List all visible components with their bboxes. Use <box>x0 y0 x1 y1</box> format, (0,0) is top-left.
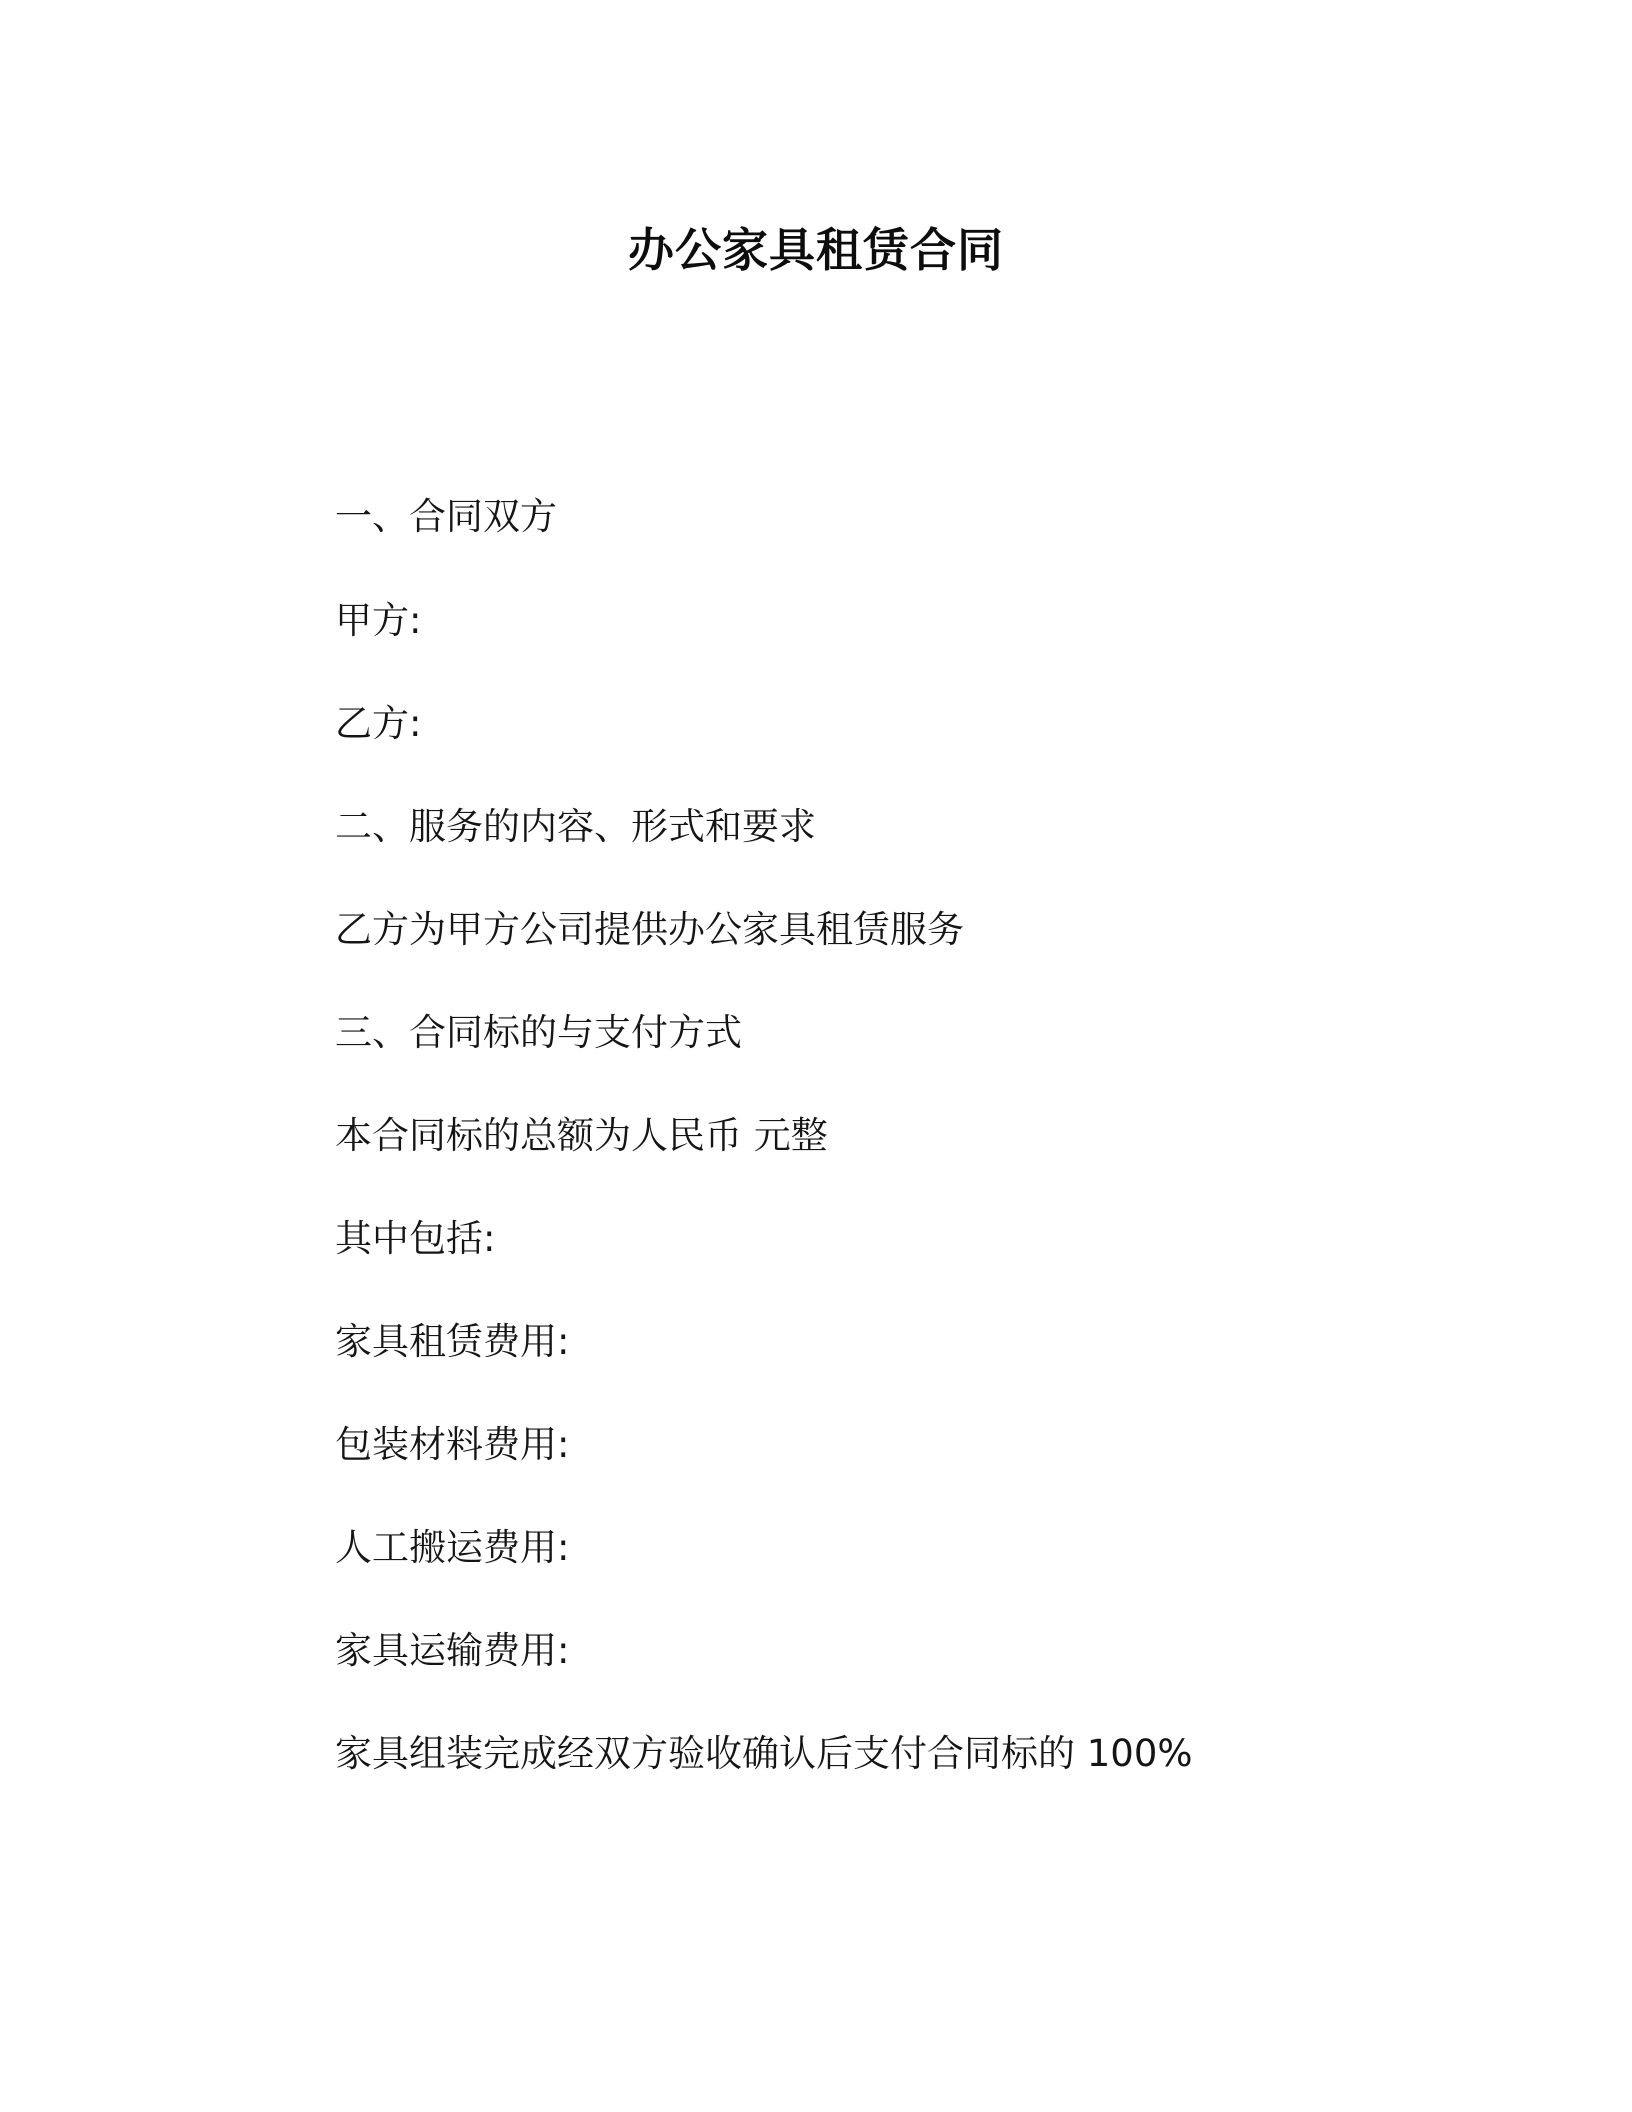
rental-fee-line: 家具租赁费用: <box>335 1320 570 1363</box>
includes-line: 其中包括: <box>335 1217 496 1260</box>
section-heading-payment: 三、合同标的与支付方式 <box>335 1011 742 1054</box>
packaging-fee-line: 包装材料费用: <box>335 1423 570 1466</box>
service-description: 乙方为甲方公司提供办公家具租赁服务 <box>335 908 964 951</box>
section-heading-parties: 一、合同双方 <box>335 495 557 538</box>
transport-fee-line: 家具运输费用: <box>335 1629 570 1672</box>
section-heading-service: 二、服务的内容、形式和要求 <box>335 805 816 848</box>
total-amount-line: 本合同标的总额为人民币 元整 <box>335 1114 828 1157</box>
document-title: 办公家具租赁合同 <box>628 223 1004 277</box>
party-b-line: 乙方: <box>335 702 422 745</box>
party-a-line: 甲方: <box>335 599 422 642</box>
payment-term-line: 家具组装完成经双方验收确认后支付合同标的 100% <box>335 1732 1193 1775</box>
labor-fee-line: 人工搬运费用: <box>335 1526 570 1569</box>
